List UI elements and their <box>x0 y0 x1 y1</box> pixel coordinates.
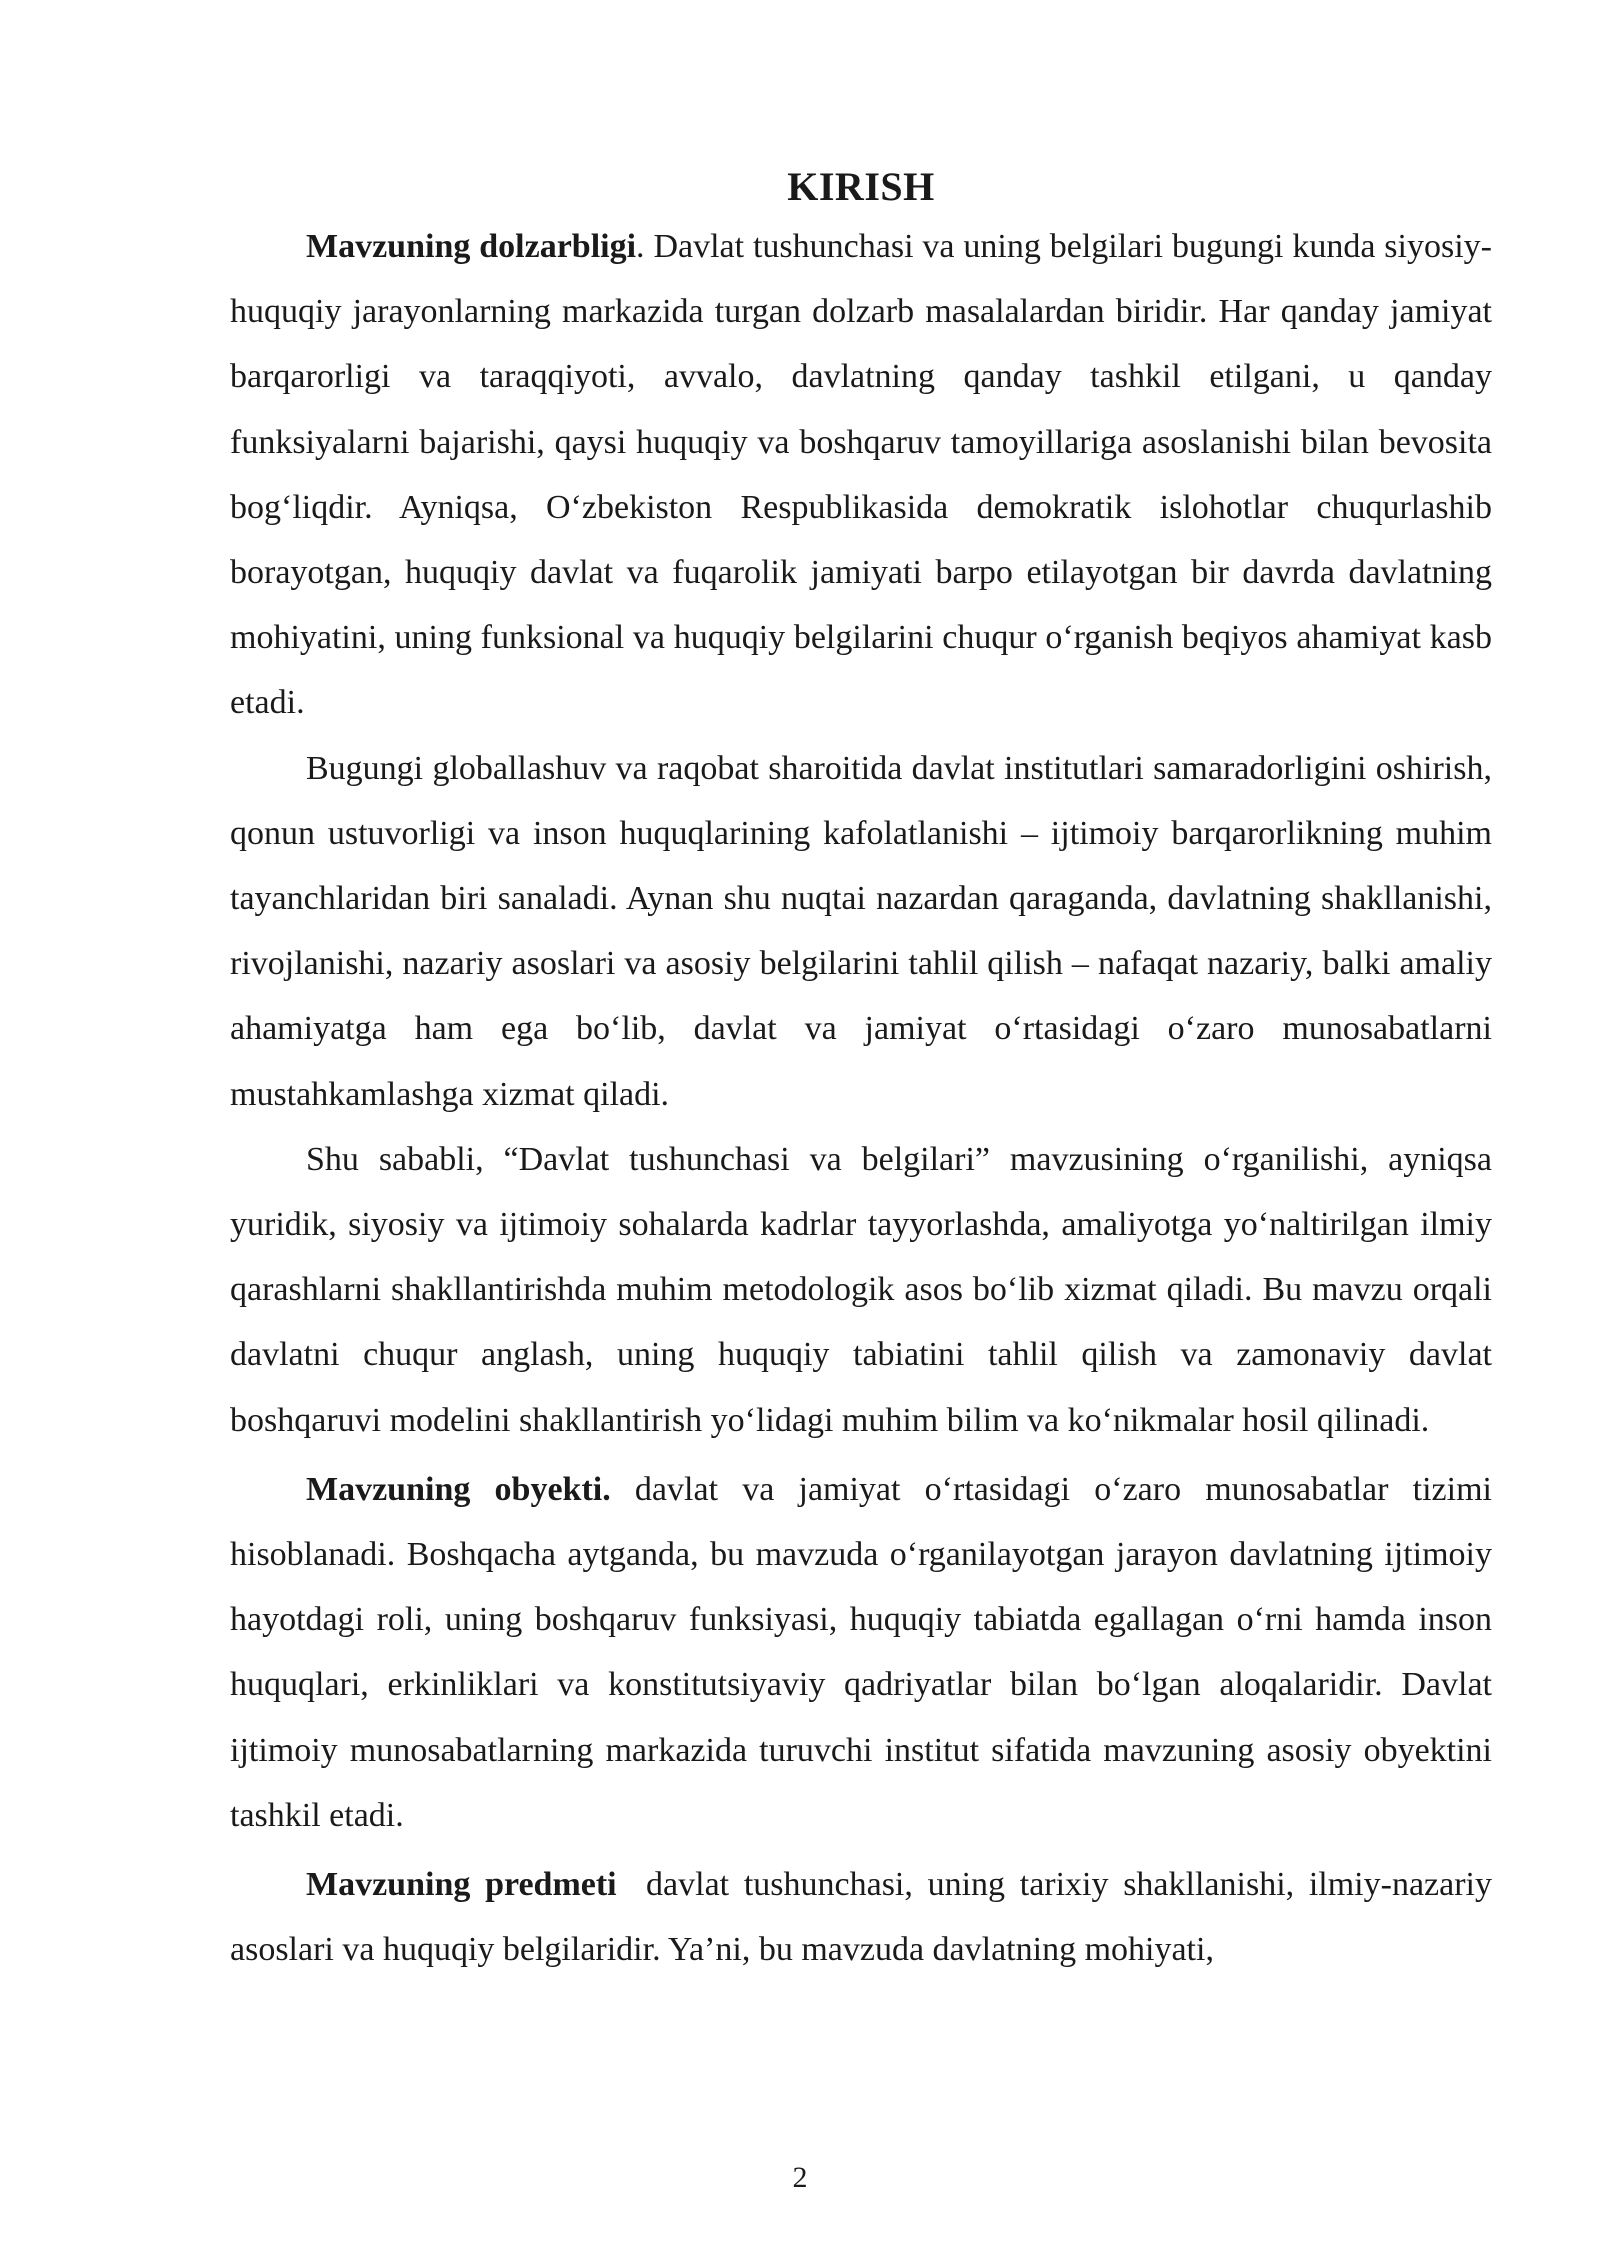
page-title: KIRISH <box>787 164 935 209</box>
paragraph-text: davlat va jamiyat o‘rtasidagi o‘zaro munosabatlar tizimi hisoblanadi. Boshqacha aytganda, bu mavzuda o‘rganilayotgan jarayon davlatning ijtimoiy hayotdagi roli, uning boshqaruv funksiyasi, huquqiy tabiatda egallagan o‘rni hamda inson huquqlari, erkinliklari va konstitutsiyaviy qadriyatlar bilan bo‘lgan aloqalaridir. Davlat ijtimoiy munosabatlarning markazida turuvchi institut sifatida mavzuning asosiy obyektini tashkil etadi. <box>230 1470 1492 1834</box>
paragraph-lead: Mavzuning obyekti. <box>306 1470 611 1508</box>
paragraph-lead: Mavzuning dolzarbligi <box>306 228 637 265</box>
paragraph-globalization <box>230 736 1492 1127</box>
paragraph-text: Bugungi globallashuv va raqobat sharoitida davlat institutlari samaradorligini oshirish, qonun ustuvorligi va inson huquqlarining kafolatlanishi – ijtimoiy barqarorlikning muhim tayanchlaridan biri sanaladi. Aynan shu nuqtai nazardan qaraganda, davlatning shakllanishi, rivojlanishi, nazariy asoslari va asosiy belgilarini tahlil qilish – nafaqat nazariy, balki amaliy ahamiyatga ham ega bo‘lib, davlat va jamiyat o‘rtasidagi o‘zaro munosabatlarni mustahkamlashga xizmat qiladi. <box>230 749 1492 1113</box>
paragraph-object <box>230 1457 1492 1848</box>
paragraph-lead: Mavzuning predmeti <box>306 1866 617 1904</box>
paragraph-text: . Davlat tushunchasi va uning belgilari bugungi kunda siyosiy-huquqiy jarayonlarning markazida turgan dolzarb masalalardan biridir. Har qanday jamiyat barqarorligi va taraqqiyoti, avvalo, davlatning qanday tashkil etilgani, u qanday funksiyalarni bajarishi, qaysi huquqiy va boshqaruv tamoyillariga asoslanishi bilan bevosita bog‘liqdir. Ayniqsa, O‘zbekiston Respublikasida demokratik islohotlar chuqurlashib borayotgan, huquqiy davlat va fuqarolik jamiyati barpo etilayotgan bir davrda davlatning mohiyatini, uning funksional va huquqiy belgilarini chuqur o‘rganish beqiyos ahamiyat kasb etadi. <box>230 228 1492 722</box>
paragraph-text: davlat tushunchasi, uning tarixiy shakllanishi, ilmiy-nazariy asoslari va huquqiy belgilaridir. Ya’ni, bu mavzuda davlatning mohiyati, <box>230 1866 1501 1969</box>
paragraph-text: Shu sababli, “Davlat tushunchasi va belgilari” mavzusining o‘rganilishi, ayniqsa yuridik, siyosiy va ijtimoiy sohalarda kadrlar tayyorlashda, amaliyotga yo‘naltirilgan ilmiy qarashlarni shakllantirishda muhim metodologik asos bo‘lib xizmat qiladi. Bu mavzu orqali davlatni chuqur anglash, uning huquqiy tabiatini tahlil qilish va zamonaviy davlat boshqaruvi modelini shakllantirish yo‘lidagi muhim bilim va ko‘nikmalar hosil qilinadi. <box>230 1140 1492 1439</box>
page-content <box>230 160 1501 1982</box>
page-number: 2 <box>792 2161 808 2194</box>
paragraph-subject <box>230 1852 1501 1982</box>
paragraph-importance <box>230 1127 1492 1453</box>
paragraph-relevance <box>230 214 1492 736</box>
